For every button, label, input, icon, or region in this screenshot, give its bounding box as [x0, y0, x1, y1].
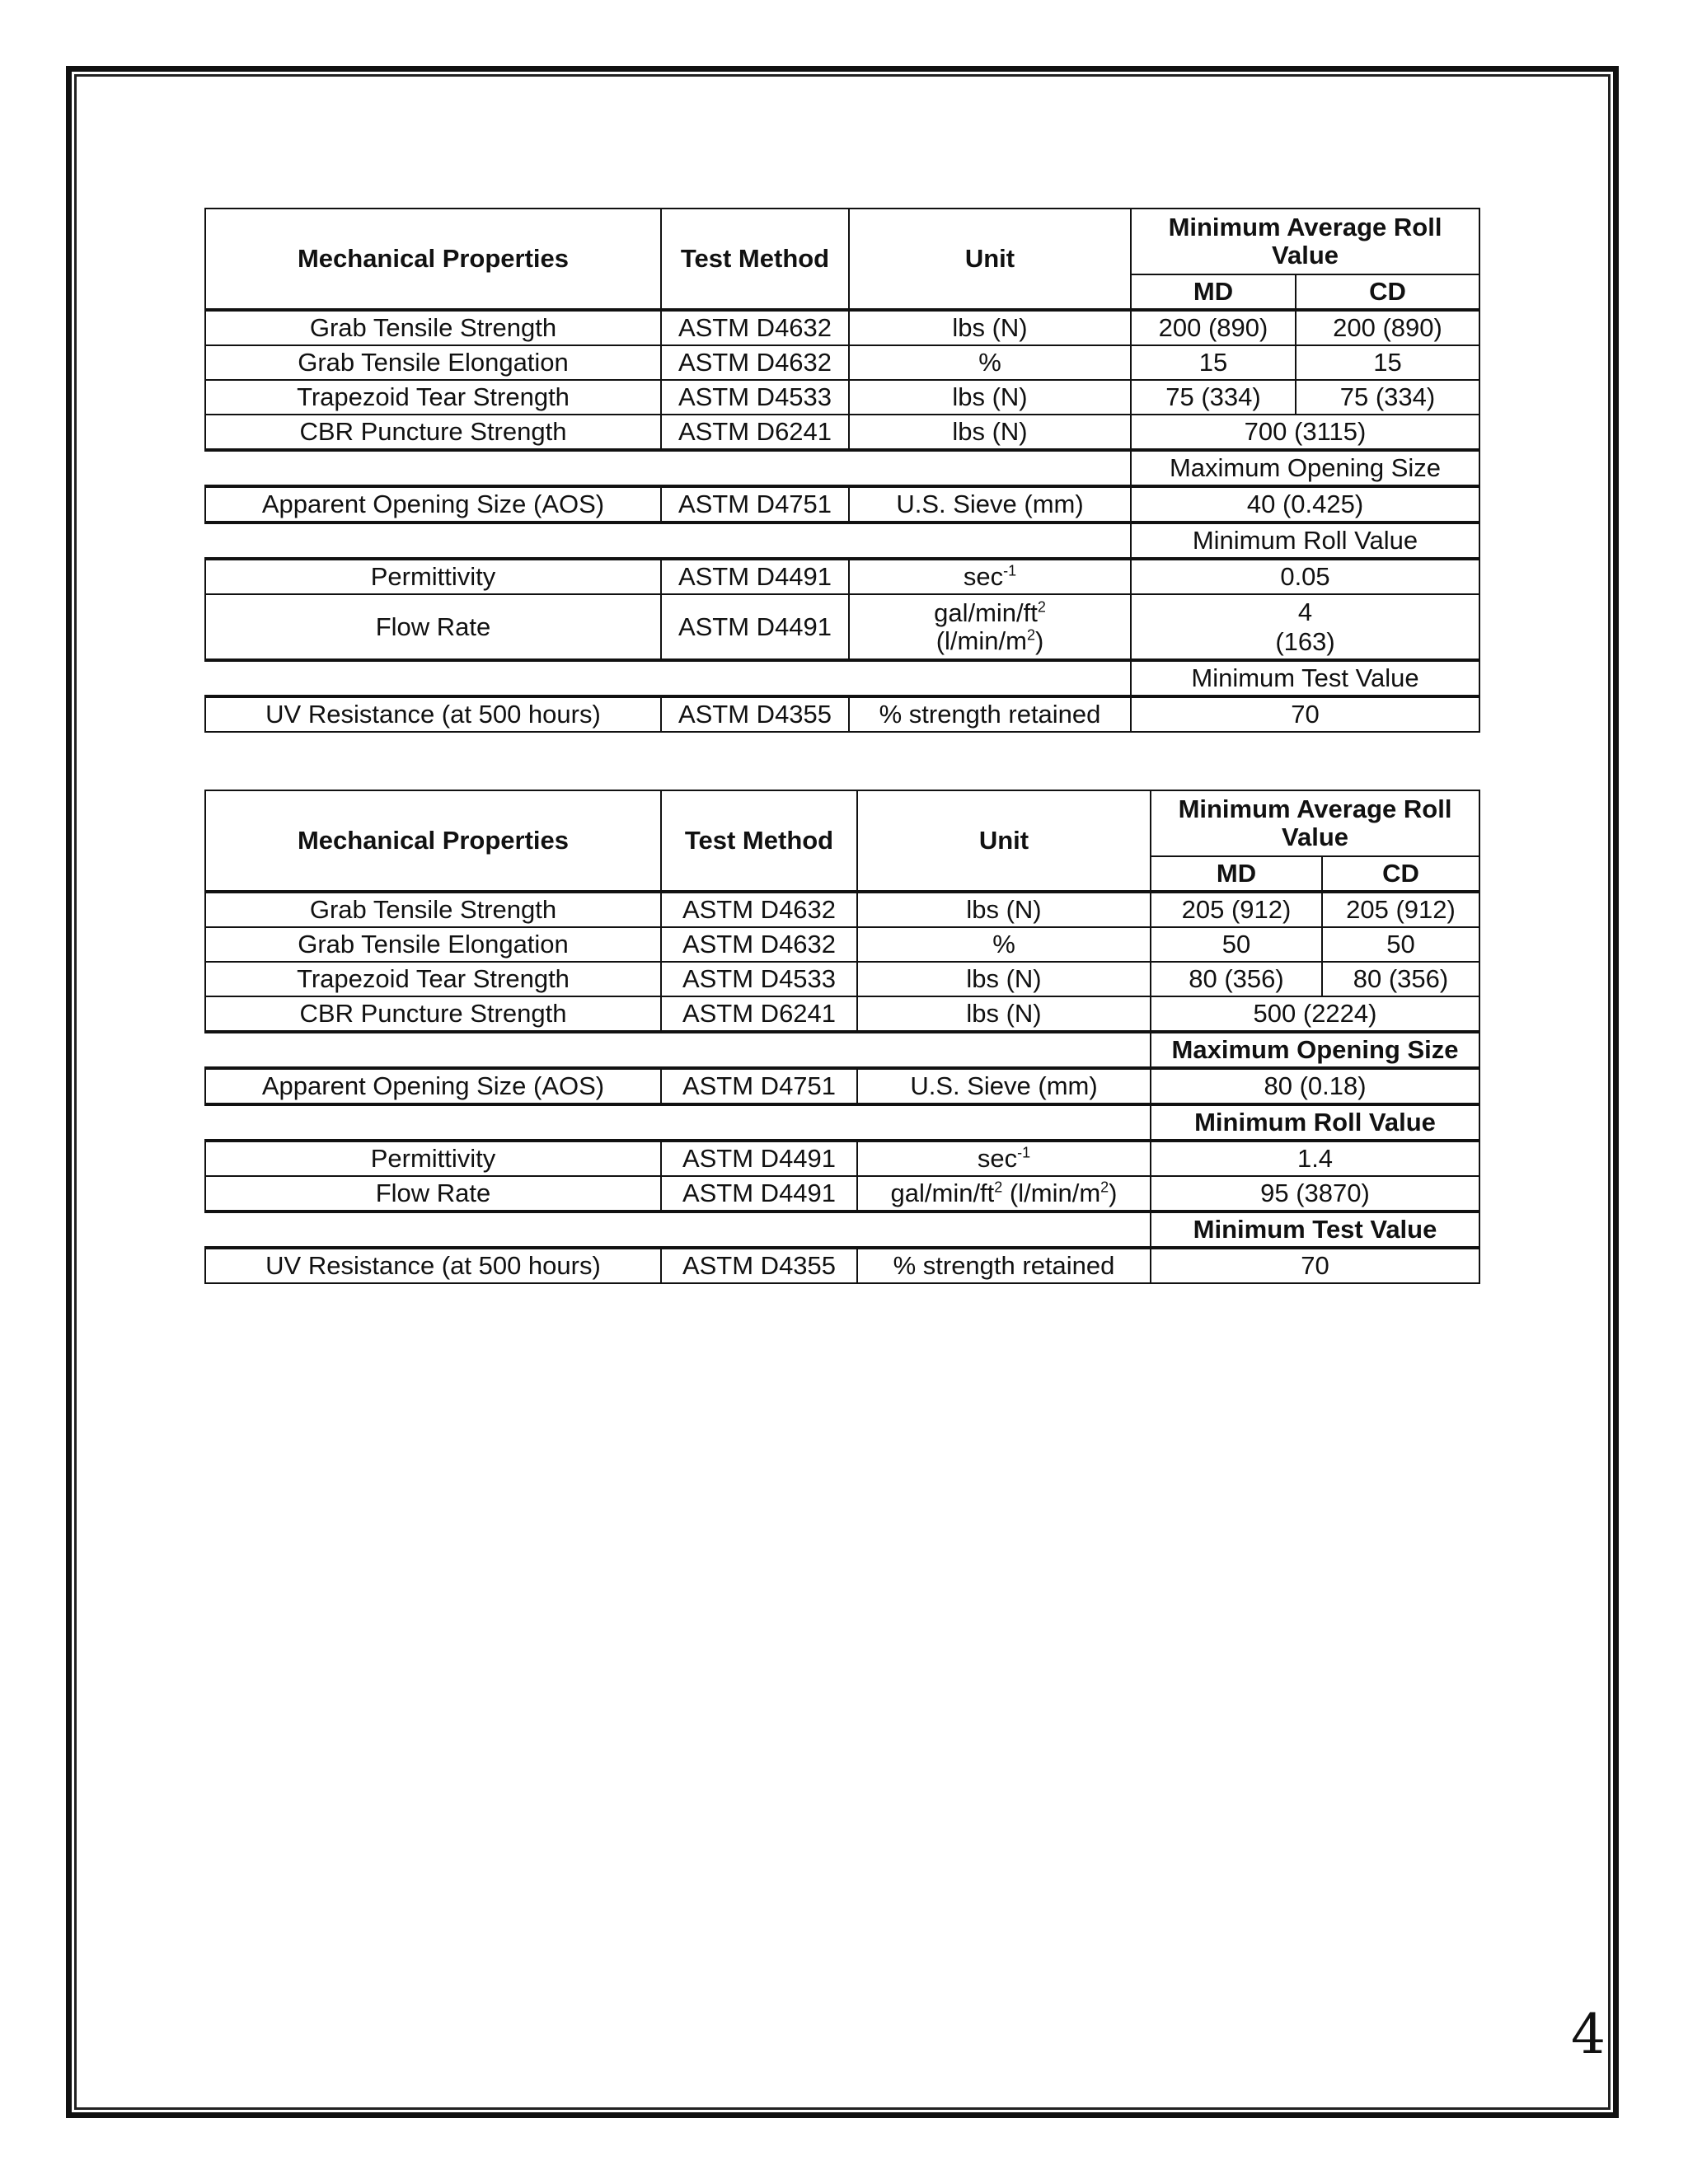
property-cell: UV Resistance (at 500 hours)	[205, 1248, 661, 1283]
property-cell: Flow Rate	[205, 594, 661, 660]
header-property: Mechanical Properties	[205, 209, 661, 310]
cd-cell: 205 (912)	[1322, 892, 1479, 927]
property-cell: CBR Puncture Strength	[205, 415, 661, 450]
value-cell: 80 (0.18)	[1151, 1068, 1479, 1104]
method-cell: ASTM D4491	[661, 1176, 857, 1212]
property-cell: Apparent Opening Size (AOS)	[205, 1068, 661, 1104]
unit-cell: lbs (N)	[849, 310, 1131, 345]
method-cell: ASTM D4632	[661, 345, 849, 380]
method-cell: ASTM D4533	[661, 962, 857, 996]
table-row	[205, 1068, 1479, 1104]
section-label-min-roll: Minimum Roll Value	[1151, 1104, 1479, 1141]
table-row	[205, 486, 1479, 523]
cd-cell: 75 (334)	[1296, 380, 1479, 415]
property-cell: CBR Puncture Strength	[205, 996, 661, 1032]
method-cell: ASTM D4632	[661, 927, 857, 962]
table-row	[205, 962, 1479, 996]
method-cell: ASTM D4751	[661, 1068, 857, 1104]
value-cell: 70	[1131, 696, 1479, 732]
unit-cell: lbs (N)	[857, 996, 1151, 1032]
cd-cell: 80 (356)	[1322, 962, 1479, 996]
header-cd: CD	[1322, 856, 1479, 892]
method-cell: ASTM D4751	[661, 486, 849, 523]
section-label-max-opening: Maximum Opening Size	[1151, 1032, 1479, 1068]
table-row	[205, 996, 1479, 1032]
header-md: MD	[1151, 856, 1322, 892]
table-row	[205, 345, 1479, 380]
value-cell: 500 (2224)	[1151, 996, 1479, 1032]
unit-cell: %	[857, 927, 1151, 962]
property-cell: Permittivity	[205, 1141, 661, 1176]
unit-cell: gal/$\min/ft^2$ $(l/\min/m^2)$	[849, 594, 1131, 660]
md-cell: 15	[1131, 345, 1296, 380]
method-cell: ASTM D4632	[661, 310, 849, 345]
value-cell: 70	[1151, 1248, 1479, 1283]
header-min-avg-roll-value: Minimum Average Roll Value	[1131, 209, 1479, 274]
table-row	[205, 892, 1479, 927]
unit-cell: lbs (N)	[849, 380, 1131, 415]
method-cell: ASTM D6241	[661, 415, 849, 450]
property-cell: Trapezoid Tear Strength	[205, 380, 661, 415]
header-test-method: Test Method	[661, 209, 849, 310]
method-cell: ASTM D4355	[661, 696, 849, 732]
table-row	[205, 415, 1479, 450]
md-cell: 50	[1151, 927, 1322, 962]
header-unit: Unit	[857, 790, 1151, 892]
value-cell: 4 (163)	[1131, 594, 1479, 660]
property-cell: Grab Tensile Strength	[205, 892, 661, 927]
unit-cell: U.S. Sieve (mm)	[849, 486, 1131, 523]
table-row	[205, 696, 1479, 732]
table-row	[205, 310, 1479, 345]
md-cell: 205 (912)	[1151, 892, 1322, 927]
method-cell: ASTM D6241	[661, 996, 857, 1032]
md-cell: 80 (356)	[1151, 962, 1322, 996]
section-label-max-opening: Maximum Opening Size	[1131, 450, 1479, 486]
unit-cell: %	[849, 345, 1131, 380]
page-number: 4	[1571, 2003, 1606, 2066]
method-cell: ASTM D4533	[661, 380, 849, 415]
property-cell: Grab Tensile Strength	[205, 310, 661, 345]
method-cell: ASTM D4355	[661, 1248, 857, 1283]
section-label-min-test: Minimum Test Value	[1131, 660, 1479, 696]
unit-cell: $\sec^{-1}$	[857, 1141, 1151, 1176]
property-cell: Permittivity	[205, 559, 661, 594]
method-cell: ASTM D4632	[661, 892, 857, 927]
table-row	[205, 559, 1479, 594]
property-cell: Apparent Opening Size (AOS)	[205, 486, 661, 523]
property-cell: Trapezoid Tear Strength	[205, 962, 661, 996]
value-cell: 0.05	[1131, 559, 1479, 594]
header-md: MD	[1131, 274, 1296, 310]
section-label-min-test: Minimum Test Value	[1151, 1212, 1479, 1248]
property-cell: Flow Rate	[205, 1176, 661, 1212]
cd-cell: 50	[1322, 927, 1479, 962]
unit-cell: % strength retained	[857, 1248, 1151, 1283]
property-cell: UV Resistance (at 500 hours)	[205, 696, 661, 732]
unit-cell: lbs (N)	[849, 415, 1131, 450]
method-cell: ASTM D4491	[661, 559, 849, 594]
header-unit: Unit	[849, 209, 1131, 310]
table-row	[205, 380, 1479, 415]
table-row	[205, 927, 1479, 962]
cd-cell: 200 (890)	[1296, 310, 1479, 345]
unit-cell: lbs (N)	[857, 962, 1151, 996]
unit-cell: % strength retained	[849, 696, 1131, 732]
method-cell: ASTM D4491	[661, 1141, 857, 1176]
value-cell: 1.4	[1151, 1141, 1479, 1176]
unit-cell: U.S. Sieve (mm)	[857, 1068, 1151, 1104]
cd-cell: 15	[1296, 345, 1479, 380]
header-cd: CD	[1296, 274, 1479, 310]
table-row	[205, 1176, 1479, 1212]
md-cell: 75 (334)	[1131, 380, 1296, 415]
section-label-min-roll: Minimum Roll Value	[1131, 523, 1479, 559]
property-cell: Grab Tensile Elongation	[205, 927, 661, 962]
md-cell: 200 (890)	[1131, 310, 1296, 345]
spec-table-1	[204, 208, 1479, 733]
table-row	[205, 1248, 1479, 1283]
spec-table-2	[204, 790, 1479, 1284]
header-min-avg-roll-value: Minimum Average Roll Value	[1151, 790, 1479, 856]
header-test-method: Test Method	[661, 790, 857, 892]
unit-cell: $\sec^{-1}$	[849, 559, 1131, 594]
table-row	[205, 1141, 1479, 1176]
unit-cell: lbs (N)	[857, 892, 1151, 927]
method-cell: ASTM D4491	[661, 594, 849, 660]
header-property: Mechanical Properties	[205, 790, 661, 892]
unit-cell: gal/$\min/ft^2$ $(l/\min/m^2)$	[857, 1176, 1151, 1212]
value-cell: 700 (3115)	[1131, 415, 1479, 450]
value-cell: 40 (0.425)	[1131, 486, 1479, 523]
value-cell: 95 (3870)	[1151, 1176, 1479, 1212]
table-row	[205, 594, 1479, 660]
property-cell: Grab Tensile Elongation	[205, 345, 661, 380]
